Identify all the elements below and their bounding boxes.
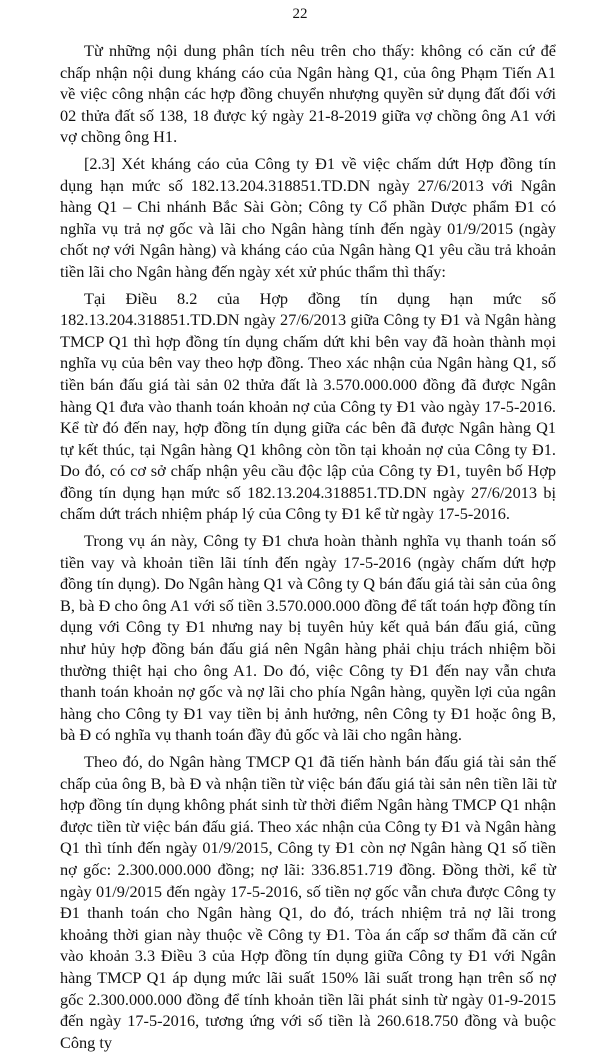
paragraph-section-2-3: [2.3] Xét kháng cáo của Công ty Đ1 về việc chấm dứt Hợp đồng tín dụng hạn mức số 182.13.204.318851.TD.DN ngày 27/6/2013 với Ngân hàng Q1 – Chi nhánh Bắc Sài Gòn; Công ty Cổ phần Dược phẩm Đ1 có nghĩa vụ trả nợ gốc và lãi cho Ngân hàng tính đến ngày 01/9/2015 (ngày chốt nợ với Ngân hàng) và kháng cáo của Ngân hàng Q1 yêu cầu trả khoản tiền lãi cho Ngân hàng đến ngày xét xử phúc thẩm thì thấy: — [60, 153, 556, 281]
document-body — [60, 40, 556, 1058]
paragraph-obligations: Trong vụ án này, Công ty Đ1 chưa hoàn thành nghĩa vụ thanh toán số tiền vay và khoản tiền lãi tính đến ngày 17-5-2016 (ngày chấm dứt hợp đồng tín dụng). Do Ngân hàng Q1 và Công ty Q bán đấu giá tài sản của ông B, bà Đ cho ông A1 với số tiền 3.570.000.000 đồng để tất toán hợp đồng tín dụng với Công ty Đ1 nhưng nay bị tuyên hủy kết quả bán đấu giá, cũng như hủy hợp đồng bán đấu giá nên Ngân hàng phải chịu trách nhiệm bồi thường thiệt hại cho ông A1. Do đó, việc Công ty Đ1 đến nay vẫn chưa thanh toán khoản nợ gốc và nợ lãi cho phía Ngân hàng, quyền lợi của ngân hàng cho Công ty Đ1 vay tiền bị ảnh hưởng, nên Công ty Đ1 hoặc ông B, bà Đ có nghĩa vụ thanh toán đầy đủ gốc và lãi cho ngân hàng. — [60, 531, 556, 745]
paragraph-conclusion: Từ những nội dung phân tích nêu trên cho thấy: không có căn cứ để chấp nhận nội dung kháng cáo của Ngân hàng Q1, của ông Phạm Tiến A1 về việc công nhận các hợp đồng chuyển nhượng quyền sử dụng đất đối với 02 thửa đất số 138, 18 được ký ngày 21-8-2019 giữa vợ chồng ông A1 với vợ chồng ông H1. — [60, 41, 556, 147]
paragraph-interest-calculation: Theo đó, do Ngân hàng TMCP Q1 đã tiến hành bán đấu giá tài sản thế chấp của ông B, bà Đ và nhận tiền từ việc bán đấu giá tài sản nên tiền lãi từ hợp đồng tín dụng không phát sinh từ thời điểm Ngân hàng TMCP Q1 nhận được tiền từ việc bán đấu giá. Theo xác nhận của Công ty Đ1 và Ngân hàng Q1 thì tính đến ngày 01/9/2015, Công ty Đ1 còn nợ Ngân hàng Q1 số tiền nợ gốc: 2.300.000.000 đồng; nợ lãi: 336.851.719 đồng. Đồng thời, kể từ ngày 01/9/2015 đến ngày 17-5-2016, số tiền nợ gốc vẫn chưa được Công ty Đ1 thanh toán cho Ngân hàng Q1, do đó, trách nhiệm trả nợ lãi trong khoảng thời gian này thuộc về Công ty Đ1. Tòa án cấp sơ thẩm đã căn cứ vào khoản 3.3 Điều 3 của Hợp đồng tín dụng giữa Công ty Đ1 với Ngân hàng TMCP Q1 áp dụng mức lãi suất 150% lãi suất trong hạn trên số nợ gốc 2.300.000.000 đồng để tính khoản tiền lãi phát sinh từ ngày 01-9-2015 đến ngày 17-5-2016, tương ứng với số tiền là 260.618.750 đồng và buộc Công ty — [60, 752, 556, 1052]
page-number: 22 — [292, 6, 308, 22]
paragraph-article-8-2: Tại Điều 8.2 của Hợp đồng tín dụng hạn mức số 182.13.204.318851.TD.DN ngày 27/6/2013 giữa Công ty Đ1 và Ngân hàng TMCP Q1 thì hợp đồng tín dụng chấm dứt khi bên vay đã hoàn thành mọi nghĩa vụ của bên vay theo hợp đồng. Theo xác nhận của Ngân hàng Q1, số tiền bán đấu giá tài sản 02 thửa đất là 3.570.000.000 đồng đã được Ngân hàng Q1 đưa vào thanh toán khoản nợ của Công ty Đ1 vào ngày 17-5-2016. Kể từ đó đến nay, hợp đồng tín dụng giữa các bên đã được Ngân hàng Q1 tự kết thúc, tại Ngân hàng Q1 không còn tồn tại khoản nợ của Công ty Đ1. Do đó, có cơ sở chấp nhận yêu cầu độc lập của Công ty Đ1, tuyên bố Hợp đồng tín dụng hạn mức số 182.13.204.318851.TD.DN ngày 27/6/2013 bị chấm dứt trách nhiệm pháp lý của Công ty Đ1 kể từ ngày 17-5-2016. — [60, 288, 556, 524]
